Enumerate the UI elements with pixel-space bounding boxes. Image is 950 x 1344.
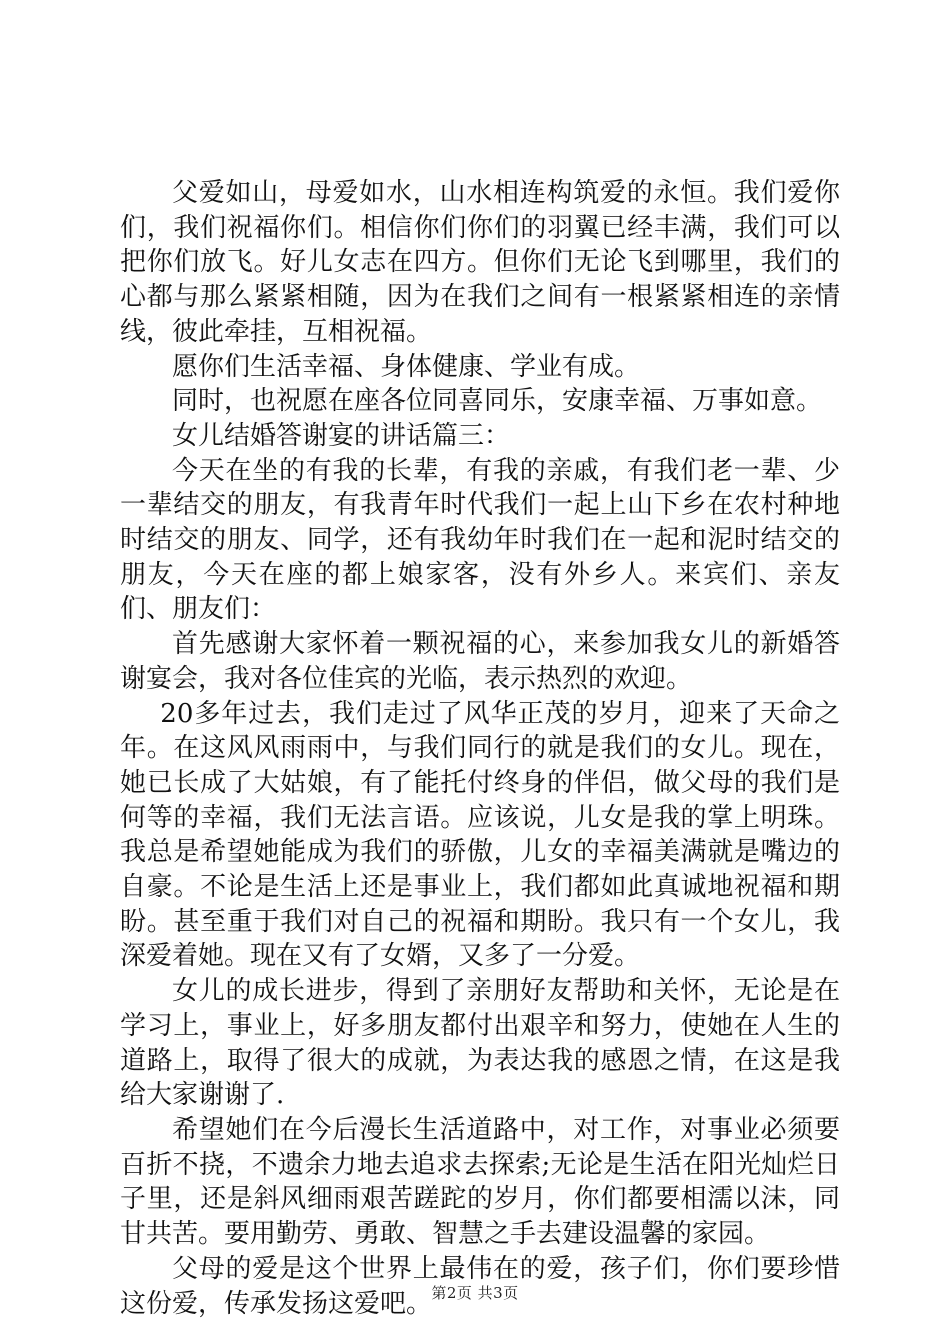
- paragraph: 女儿的成长进步，得到了亲朋好友帮助和关怀，无论是在学习上，事业上，好多朋友都付出艰辛和努力，使她在人生的道路上，取得了很大的成就，为表达我的感恩之情，在这是我给大家谢谢了.: [120, 976, 840, 1111]
- paragraph: 20多年过去，我们走过了风华正茂的岁月，迎来了天命之年。在这风风雨雨中，与我们同行的就是我们的女儿。现在，她已长成了大姑娘，有了能托付终身的伴侣，做父母的我们是何等的幸福，我们无法言语。应该说，儿女是我的掌上明珠。我总是希望她能成为我们的骄傲，儿女的幸福美满就是嘴边的自豪。不论是生活上还是事业上，我们都如此真诚地祝福和期盼。甚至重于我们对自己的祝福和期盼。我只有一个女儿，我深爱着她。现在又有了女婿，又多了一分爱。: [120, 698, 840, 972]
- section-heading: 女儿结婚答谢宴的讲话篇三：: [172, 420, 511, 451]
- paragraph: 今天在坐的有我的长辈，有我的亲戚，有我们老一辈、少一辈结交的朋友，有我青年时代我们一起上山下乡在农村种地时结交的朋友、同学，还有我幼年时我们在一起和泥时结交的朋友，今天在座的都上娘家客，没有外乡人。来宾们、亲友们、朋友们：: [120, 455, 840, 625]
- paragraph: 希望她们在今后漫长生活道路中，对工作，对事业必须要百折不挠，不遗余力地去追求去探索;无论是生活在阳光灿烂日子里，还是斜风细雨艰苦蹉跎的岁月，你们都要相濡以沫，同甘共苦。要用勤劳、勇敢、智慧之手去建设温馨的家园。: [120, 1114, 840, 1250]
- paragraph: 父母的爱是这个世界上最伟在的爱，孩子们，你们要珍惜这份爱，传承发扬这爱吧。: [120, 1253, 840, 1319]
- paragraph: 同时，也祝愿在座各位同喜同乐，安康幸福、万事如意。: [172, 386, 823, 417]
- document-body: [120, 176, 840, 1321]
- paragraph: 首先感谢大家怀着一颗祝福的心，来参加我女儿的新婚答谢宴会，我对各位佳宾的光临，表示热烈的欢迎。: [120, 629, 840, 694]
- paragraph: 愿你们生活幸福、身体健康、学业有成。: [172, 351, 641, 382]
- page-number-footer: 第2页 共3页: [431, 1284, 519, 1302]
- paragraph: 父爱如山，母爱如水，山水相连构筑爱的永恒。我们爱你们，我们祝福你们。相信你们你们的羽翼已经丰满，我们可以把你们放飞。好儿女志在四方。但你们无论飞到哪里，我们的心都与那么紧紧相随，因为在我们之间有一根紧紧相连的亲情线，彼此牵挂，互相祝福。: [120, 178, 840, 347]
